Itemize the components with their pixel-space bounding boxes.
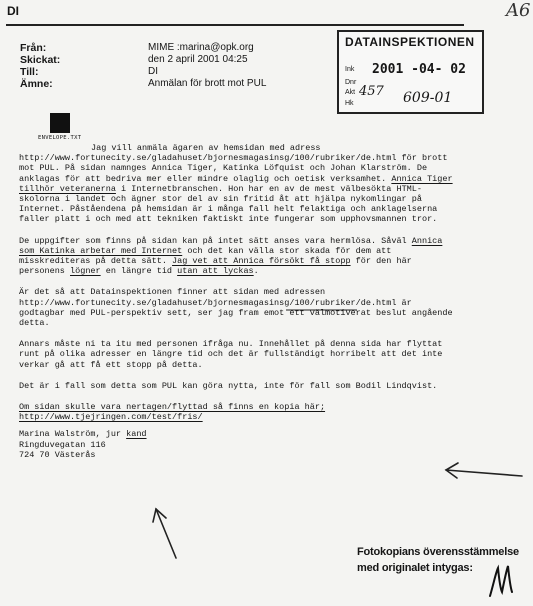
- stamp-handwritten-dnr: 457: [359, 84, 384, 99]
- from-label: Från:: [20, 42, 47, 54]
- signature-block: [19, 429, 459, 460]
- underlined-phrase: utan att lyckas: [177, 266, 254, 277]
- stamp-dnr-label: Dnr: [345, 79, 357, 86]
- stamp-handwritten-ref: 609-01: [403, 90, 453, 106]
- certification-line-1: Fotokopians överensstämmelse: [357, 546, 519, 558]
- arrow-up-icon: [153, 509, 176, 558]
- to-value: DI: [148, 66, 158, 77]
- sent-label: Skickat:: [20, 54, 61, 66]
- attachment-icon[interactable]: [50, 113, 70, 133]
- underlined-phrase: Annica Tiger tillhör veteranerna: [19, 173, 453, 194]
- signature-name: Marina Walström, jur kand: [19, 429, 147, 440]
- letter-paragraph-5: Det är i fall som detta som PUL kan göra nytta, inte för fall som Bodil Lindqvist.: [19, 380, 438, 391]
- letter-paragraph-3: Är det så att Datainspektionen finner att sidan med adressen http://www.fortunecity.se/gladahuset/bjornesmagasinsg/100/rubriker/de.html är godtagbar med PUL-perspektiv sett, ser jag fram emot ett välmotiverat beslut angående detta.: [19, 287, 453, 329]
- stamp-ink-label: Ink: [345, 66, 355, 73]
- stamp-date: 2001 -04- 02: [372, 62, 466, 77]
- underlined-copy-link: Om sidan skulle vara nertagen/flyttad så finns en kopia här; http://www.tjejringen.com/test/fris/: [19, 402, 326, 423]
- underlined-phrase: Annica som Katinka arbetar med Internet: [19, 235, 443, 256]
- attachment-name[interactable]: ENVELOPE.TXT: [38, 135, 82, 141]
- letter-paragraph-6: [19, 402, 459, 422]
- underlined-phrase: Jag vet att Annica försökt få stopp: [172, 256, 351, 267]
- underlined-phrase: lögner: [70, 266, 101, 277]
- corner-handwritten-mark: A6: [506, 0, 531, 21]
- stamp-hk-label: Hk: [345, 100, 354, 107]
- from-value: MIME :marina@opk.org: [148, 42, 254, 53]
- arrow-right-icon: [446, 463, 522, 478]
- signature-city: 724 70 Västerås: [19, 449, 96, 460]
- letter-paragraph-2: De uppgifter som finns på sidan kan på intet sätt anses vara hermlösa. Såväl Annica som Katinka arbetar med Internet och det kan välla stor skada för dem att misskrediteras på detta sätt. Jag vet att Annica försökt få stopp för den här personens lögner en längre tid utan att lyckas.: [19, 235, 443, 277]
- sender-initials: DI: [7, 4, 19, 18]
- letter-paragraph-1: Jag vill anmäla ägaren av hemsidan med adress http://www.fortunecity.se/gladahuset/bjornesmagasinsg/100/rubriker/de.html för brott mot PUL. På sidan namnges Annica Tiger, Katinka Löfquist och Johan Klarström. De anklagas för att bedriva mer eller mindre olaglig och oetisk verksamhet. Annica Tiger tillhör veteranerna i Internetbranschen. Hon har en av de mest välbesökta HTML-skolorna i landet och ägner stor del av sin fritid åt att hjälpa nykomlingar på Internet. Påståendena på hemsidan är i många fall helt felaktiga och anklagelserna faller platt i och med att tekniken faktiskt inte fungerar som upphovsmannen tror.: [19, 143, 453, 225]
- underlined-title: kand: [126, 429, 147, 440]
- subject-value: Anmälan för brott mot PUL: [148, 78, 267, 89]
- handwritten-signature-icon: [484, 558, 520, 602]
- header-rule: [6, 24, 464, 26]
- to-label: Till:: [20, 66, 39, 78]
- letter-body: [19, 143, 459, 460]
- sent-value: den 2 april 2001 04:25: [148, 54, 248, 65]
- stamp-akt-label: Akt: [345, 89, 356, 96]
- received-stamp: [337, 30, 484, 114]
- subject-label: Ämne:: [20, 78, 53, 90]
- letter-paragraph-4: Annars måste ni ta itu med personen ifråga nu. Innehållet på denna sida har flyttat runt på olika adresser en längre tid och det är fullständigt horribelt att det inte verkar gå att få ett stopp på detta.: [19, 339, 443, 370]
- certification-line-2: med originalet intygas:: [357, 562, 473, 574]
- signature-street: Ringduvegatan 116: [19, 439, 106, 450]
- stamp-title: DATAINSPEKTIONEN: [345, 35, 475, 49]
